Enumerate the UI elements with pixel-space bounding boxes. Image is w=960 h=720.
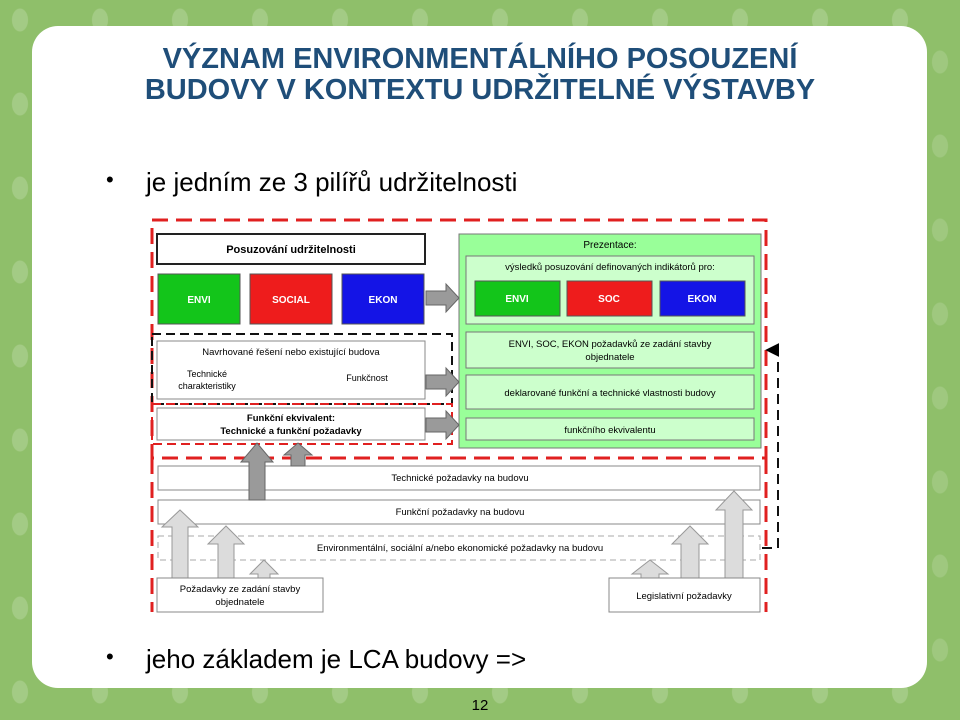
functional-requirements-text: Funkční požadavky na budovu: [395, 507, 525, 518]
bullet-2-text: jeho základem je LCA budovy =>: [146, 644, 527, 674]
envi-label-left: ENVI: [187, 295, 211, 306]
title-line-1: VÝZNAM ENVIRONMENTÁLNÍHO POSOUZENÍ: [162, 43, 798, 75]
legislation-feedback-connector: [762, 350, 778, 548]
page-number: 12: [471, 697, 489, 714]
ekon-label-right: EKON: [687, 294, 717, 305]
arrow-up-small-left: [284, 443, 312, 466]
ekon-label-left: EKON: [368, 295, 398, 306]
presentation-subtitle: výsledků posuzování definovaných indikátorů pro:: [505, 262, 715, 273]
title-line-2: BUDOVY V KONTEXTU UDRŽITELNÉ VÝSTAVBY: [144, 74, 816, 106]
arrow-right-bottom: [426, 411, 459, 439]
envi-label-right: ENVI: [505, 294, 529, 305]
client-requirements-line-1: Požadavky ze zadání stavby: [179, 584, 301, 595]
technical-line-1: Technické: [186, 369, 228, 379]
technical-line-2: charakteristiky: [178, 381, 236, 391]
arrow-right-top: [426, 284, 459, 312]
functional-equivalent-line-1: Funkční ekvivalent:: [246, 413, 336, 424]
social-label-left: SOCIAL: [272, 295, 310, 306]
env-soc-econ-requirements-text: Environmentální, sociální a/nebo ekonomické požadavky na budovu: [316, 543, 604, 554]
equivalent-text-right: funkčního ekvivalentu: [564, 425, 656, 436]
bullet-dot-icon: •: [106, 644, 114, 669]
technical-requirements-text: Technické požadavky na budovu: [391, 473, 529, 484]
requirements-line-1: ENVI, SOC, EKON požadavků ze zadání stavby: [508, 339, 712, 350]
soc-label-right: SOC: [598, 294, 620, 305]
arrow-right-middle: [426, 368, 459, 396]
assessment-title: Posuzování udržitelnosti: [226, 244, 356, 256]
client-requirements-line-2: objednatele: [215, 597, 265, 608]
bullet-1-text: je jedním ze 3 pilířů udržitelnosti: [146, 167, 518, 197]
requirements-line-2: objednatele: [585, 352, 635, 363]
arrow-up-legislation-3: [716, 491, 752, 578]
bullet-dot-icon: •: [106, 167, 114, 192]
functionality-label: Funkčnost: [346, 373, 388, 383]
declared-text: deklarované funkční a technické vlastnosti budovy: [504, 388, 716, 399]
legislative-requirements-text: Legislativní požadavky: [636, 591, 732, 602]
arrow-up-client-3: [250, 560, 278, 578]
arrow-up-legislation-1: [632, 560, 668, 578]
bullet-2: [106, 644, 527, 675]
building-title: Navrhované řešení nebo existující budova: [202, 347, 380, 358]
functional-equivalent-line-2: Technické a funkční požadavky: [220, 426, 362, 437]
presentation-title: Prezentace:: [583, 240, 637, 251]
